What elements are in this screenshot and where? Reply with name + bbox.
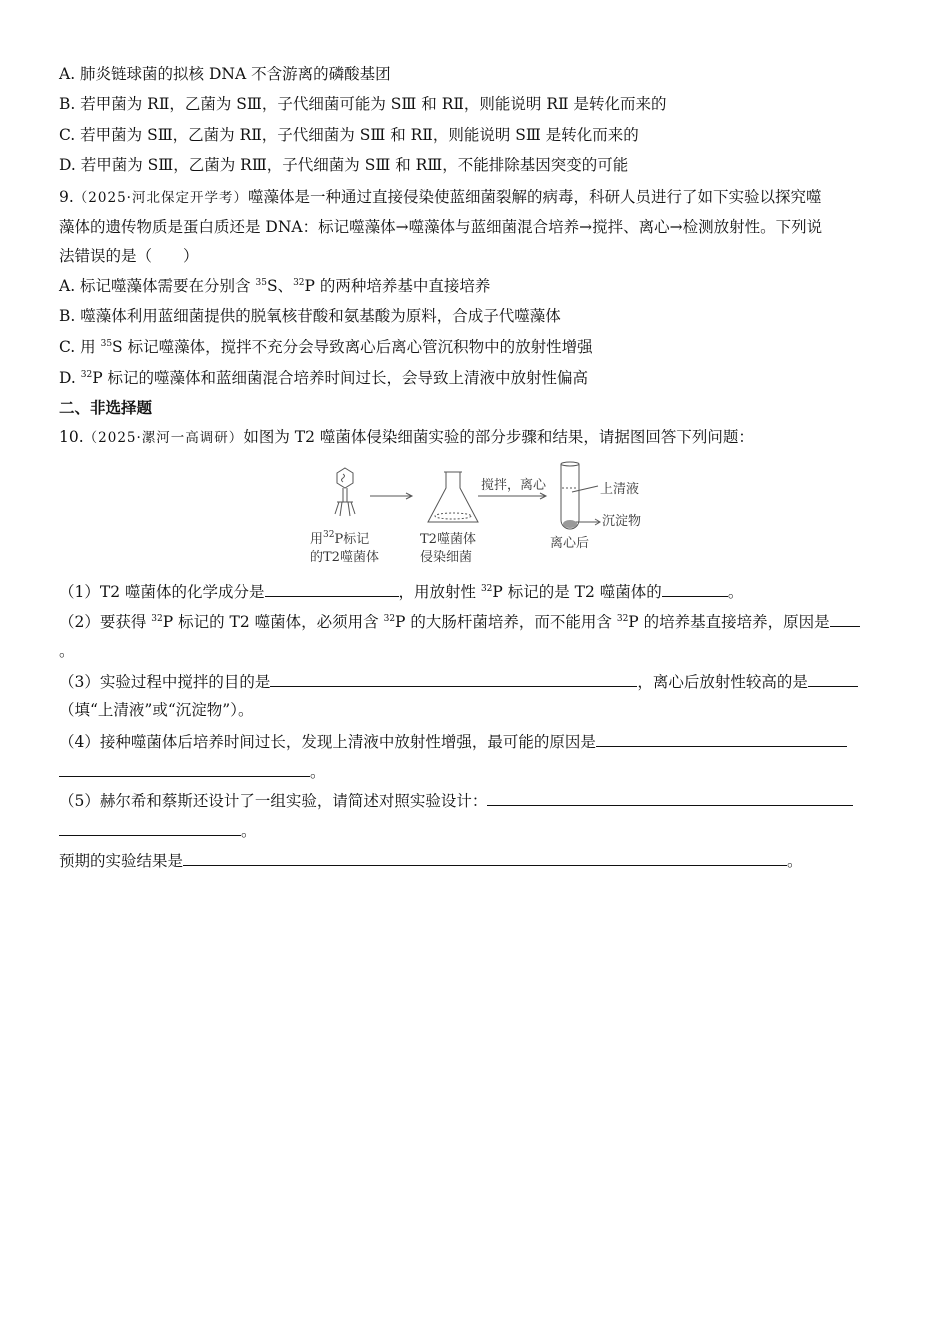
- q10-stem: [59, 427, 754, 448]
- q10-part1-text: （1）T2 噬菌体的化学成分是: [59, 583, 265, 601]
- q10-part1: [59, 581, 743, 602]
- q9-stem-line1: [59, 187, 821, 208]
- q10-part5-text: （5）赫尔希和蔡斯还设计了一组实验，请简述对照实验设计：: [59, 792, 488, 810]
- phage-head-shape: [337, 468, 353, 488]
- figure-label-precipitate: 沉淀物: [602, 514, 642, 529]
- q9-option-a-sup2: 32: [293, 278, 305, 288]
- q9-option-c: [59, 337, 593, 357]
- q9-stem-line2: 藻体的遗传物质是蛋白质还是 DNA：标记噬藻体→噬藻体与蓝细菌混合培养→搅拌、离心→检测放射性。下列说: [59, 218, 823, 236]
- figure-label-infect: 侵染细菌: [420, 550, 473, 565]
- q10-part5: [59, 790, 853, 811]
- q9-option-c-post: S 标记噬藻体，搅拌不充分会导致离心后离心管沉积物中的放射性增强: [112, 338, 593, 356]
- section-heading: 二、非选择题: [59, 398, 153, 417]
- q10-part1-text2: ，用放射性: [398, 583, 481, 601]
- answer-blank[interactable]: [487, 790, 853, 806]
- q10-part3-text: （3）实验过程中搅拌的目的是: [59, 673, 271, 691]
- q10-part4-cont: [59, 761, 326, 782]
- q9-option-d-text: D.: [59, 369, 81, 387]
- q9-option-d: [59, 368, 588, 388]
- answer-blank[interactable]: [59, 761, 310, 777]
- q10-source: （2025·漯河一高调研）: [83, 430, 244, 446]
- q10-part5-expect-end: 。: [787, 852, 803, 870]
- q10-part2-text4: P 的培养基直接培养，原因是: [628, 613, 830, 631]
- answer-blank[interactable]: [183, 850, 787, 866]
- q10-part5-end: 。: [241, 822, 257, 840]
- q10-part5-expect-text: 预期的实验结果是: [59, 852, 184, 870]
- q10-part2: [59, 611, 860, 632]
- q9-option-a-mid: S、: [266, 277, 294, 295]
- figure-label-after-centrifuge: 离心后: [550, 536, 590, 551]
- q10-part2-text3: P 的大肠杆菌培养，而不能用含: [395, 613, 617, 631]
- q10-part3-hint: （填“上清液”或“沉淀物”）。: [59, 701, 254, 719]
- answer-blank[interactable]: [808, 671, 858, 687]
- q9-option-d-sup: 32: [80, 370, 93, 380]
- q9-option-a-post: P 的两种培养基中直接培养: [304, 277, 491, 295]
- figure-label-labeling-post: P标记: [334, 532, 370, 547]
- answer-blank[interactable]: [596, 731, 847, 747]
- figure-label-labeling-pre: 用: [310, 532, 324, 547]
- q10-stem-text: 如图为 T2 噬菌体侵染细菌实验的部分步骤和结果，请据图回答下列问题：: [243, 428, 754, 446]
- answer-blank[interactable]: [662, 581, 728, 597]
- q10-part1-text3: P 标记的是 T2 噬菌体的: [492, 583, 662, 601]
- q9-stem-line3: 法错误的是（ ）: [59, 247, 199, 265]
- answer-blank[interactable]: [270, 671, 637, 687]
- q10-part2-text2: P 标记的 T2 噬菌体，必须用含: [162, 613, 384, 631]
- answer-blank[interactable]: [265, 581, 399, 597]
- q10-part1-end: 。: [727, 583, 744, 601]
- q10-part2-sup2: 32: [383, 614, 396, 624]
- q10-part2-sup1: 32: [151, 614, 163, 624]
- q10-part1-sup: 32: [480, 584, 493, 594]
- figure-label-phage-t2: T2噬菌体: [420, 532, 476, 547]
- figure-label-labeling: [310, 532, 369, 548]
- q10-number: 10.: [59, 428, 84, 446]
- q9-option-a: [59, 276, 490, 296]
- q9-number: 9.: [59, 188, 74, 206]
- q9-option-d-post: P 标记的噬藻体和蓝细菌混合培养时间过长，会导致上清液中放射性偏高: [92, 369, 589, 387]
- q9-option-b: B. 噬藻体利用蓝细菌提供的脱氧核苷酸和氨基酸为原料，合成子代噬藻体: [59, 307, 561, 325]
- q10-part5-expect: [59, 850, 803, 871]
- q9-option-c-text: C. 用: [59, 338, 101, 356]
- q10-part5-cont: [59, 820, 257, 841]
- answer-blank[interactable]: [830, 611, 860, 627]
- q9-stem-text: 噬藻体是一种通过直接侵染使蓝细菌裂解的病毒，科研人员进行了如下实验以探究噬: [247, 188, 822, 206]
- q9-option-a-text: A. 标记噬藻体需要在分别含: [59, 277, 256, 295]
- q10-part2-end: 。: [59, 642, 75, 660]
- figure-label-stir-centrifuge: 搅拌，离心: [481, 478, 547, 493]
- figure-label-phage: 的T2噬菌体: [310, 550, 379, 565]
- q10-part2-sup3: 32: [616, 614, 629, 624]
- q10-part2-text: （2）要获得: [59, 613, 152, 631]
- q9-option-a-sup1: 35: [255, 278, 267, 288]
- q10-part4-text: （4）接种噬菌体后培养时间过长，发现上清液中放射性增强，最可能的原因是: [59, 733, 596, 751]
- answer-blank[interactable]: [59, 820, 241, 836]
- figure-label-labeling-sup: 32: [323, 530, 335, 540]
- q9-source: （2025·河北保定开学考）: [73, 190, 248, 206]
- q10-part4-end: 。: [310, 763, 326, 781]
- q10-part3: [59, 671, 858, 692]
- q8-option-b: B. 若甲菌为 RⅡ，乙菌为 SⅢ，子代细菌可能为 SⅢ 和 RⅡ，则能说明 RⅡ 是转化而来的: [59, 95, 667, 113]
- q10-part3-text2: ，离心后放射性较高的是: [637, 673, 808, 691]
- figure-label-supernatant: 上清液: [600, 482, 640, 497]
- experiment-figure: [300, 458, 660, 573]
- q10-part4: [59, 731, 847, 752]
- q8-option-d: D. 若甲菌为 SⅢ，乙菌为 RⅢ，子代细菌为 SⅢ 和 RⅢ，不能排除基因突变的可能: [59, 156, 629, 174]
- q8-option-c: C. 若甲菌为 SⅢ，乙菌为 RⅡ，子代细菌为 SⅢ 和 RⅡ，则能说明 SⅢ 是转化而来的: [59, 126, 639, 144]
- q8-option-a: A. 肺炎链球菌的拟核 DNA 不含游离的磷酸基团: [59, 65, 391, 83]
- q9-option-c-sup: 35: [100, 339, 113, 349]
